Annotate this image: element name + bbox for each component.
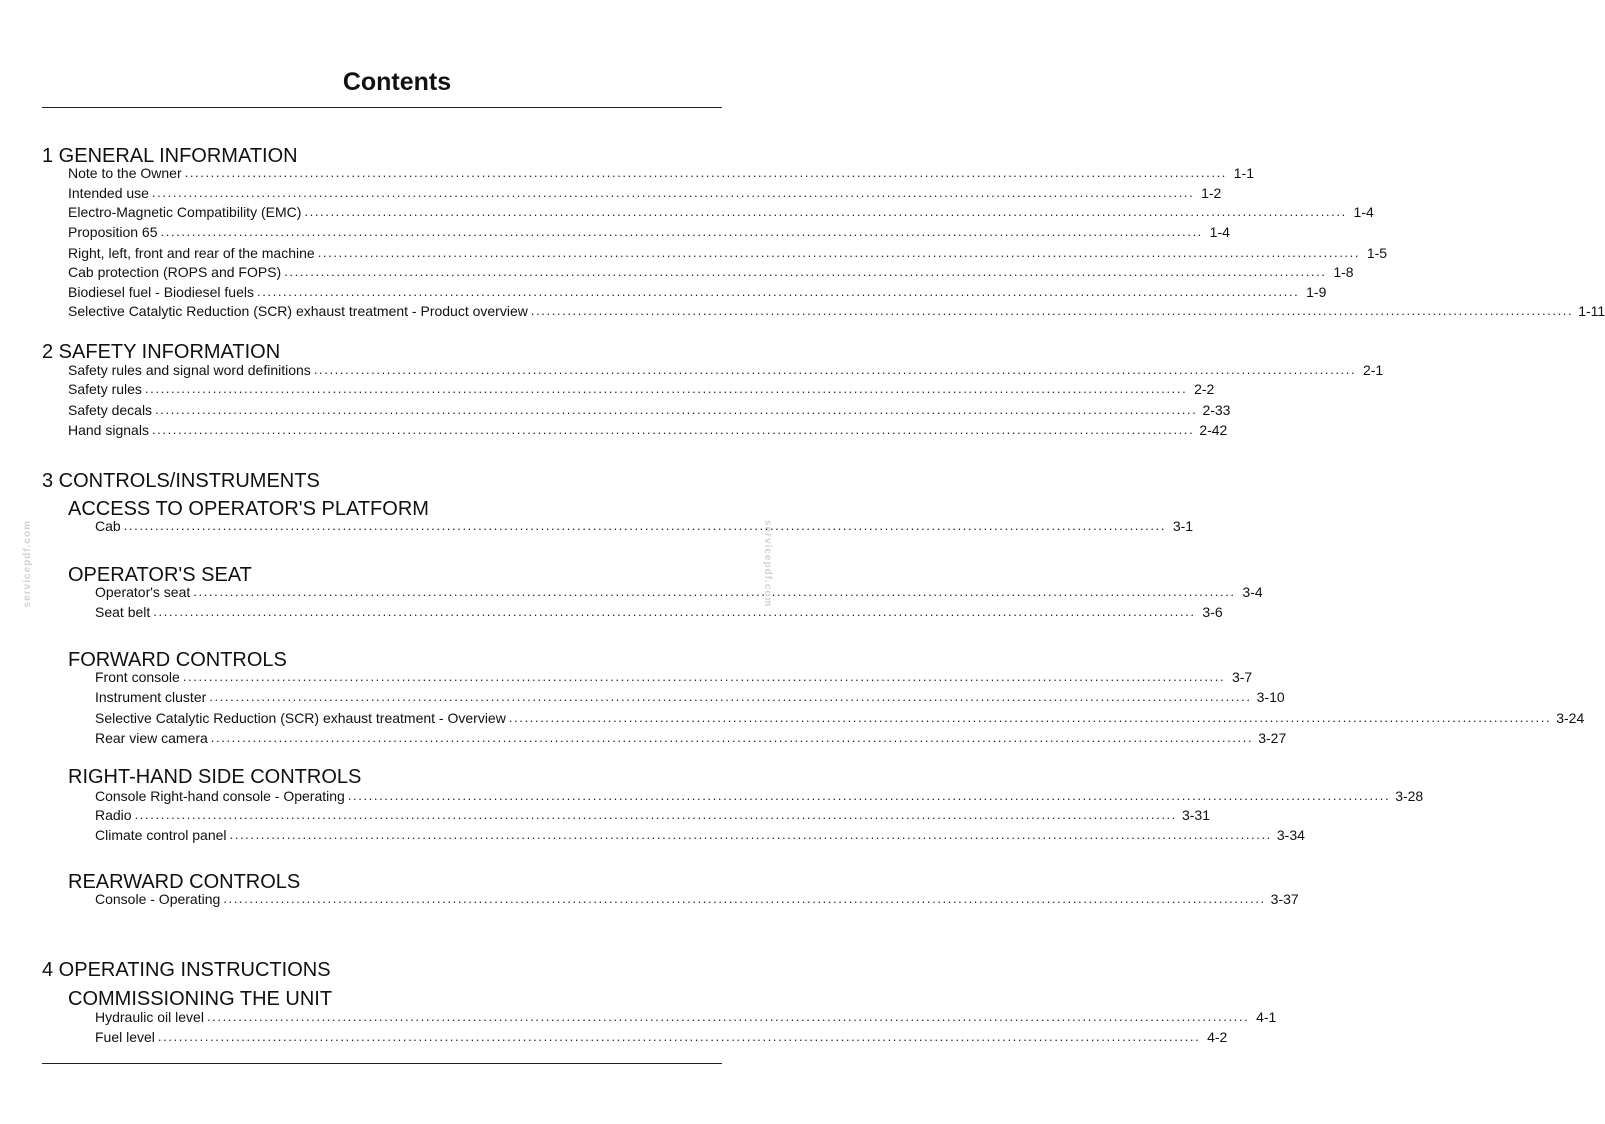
entry-title: Cab protection (ROPS and FOPS) [68, 264, 282, 280]
toc-entry[interactable] [95, 1008, 1277, 1026]
toc-entry[interactable] [95, 583, 1263, 601]
entry-page-number: 3-31 [1181, 807, 1210, 823]
toc-entry[interactable] [68, 361, 1384, 379]
page-title: Contents [342, 68, 452, 96]
entry-title: Console Right-hand console - Operating [95, 788, 345, 804]
toc-entry[interactable] [95, 890, 1299, 908]
entry-page-number: 1-5 [1366, 245, 1388, 261]
dot-leader: ........................................................................................................................................................................................................ [144, 381, 1188, 396]
section-heading: 4 OPERATING INSTRUCTIONS [42, 959, 331, 981]
dot-leader: ........................................................................................................................................................................................................ [304, 204, 1347, 219]
entry-title: Climate control panel [95, 827, 227, 843]
bottom-rule [42, 1063, 722, 1064]
entry-title: Front console [95, 669, 180, 685]
entry-page-number: 1-11 [1578, 303, 1605, 319]
dot-leader: ........................................................................................................................................................................................................ [313, 362, 1357, 377]
dot-leader: ........................................................................................................................................................................................................ [347, 788, 1391, 803]
entry-page-number: 3-37 [1270, 891, 1299, 907]
toc-entry[interactable] [95, 806, 1210, 824]
watermark-right: servicepdf.com [762, 520, 773, 608]
entry-title: Console - Operating [95, 891, 221, 907]
dot-leader: ........................................................................................................................................................................................................ [160, 224, 1203, 239]
dot-leader: ........................................................................................................................................................................................................ [155, 402, 1198, 417]
toc-entry[interactable] [68, 302, 1605, 320]
toc-entry[interactable] [68, 223, 1230, 241]
entry-title: Cab [95, 518, 121, 534]
entry-page-number: 3-4 [1242, 584, 1263, 600]
section-heading: COMMISSIONING THE UNIT [68, 988, 333, 1010]
toc-entry[interactable] [95, 709, 1585, 727]
dot-leader: ........................................................................................................................................................................................................ [123, 518, 1167, 533]
dot-leader: ........................................................................................................................................................................................................ [193, 584, 1236, 599]
entry-page-number: 3-7 [1231, 669, 1253, 685]
entry-page-number: 3-6 [1202, 604, 1223, 620]
entry-title: Safety rules and signal word definitions [68, 362, 311, 378]
dot-leader: ........................................................................................................................................................................................................ [209, 689, 1252, 704]
toc-entry[interactable] [95, 787, 1424, 805]
entry-title: Selective Catalytic Reduction (SCR) exhaust treatment - Product overview [68, 303, 528, 319]
entry-title: Proposition 65 [68, 224, 158, 240]
entry-title: Selective Catalytic Reduction (SCR) exhaust treatment - Overview [95, 710, 506, 726]
entry-title: Operator's seat [95, 584, 191, 600]
toc-entry[interactable] [95, 688, 1285, 706]
dot-leader: ........................................................................................................................................................................................................ [157, 1029, 1201, 1044]
entry-page-number: 1-4 [1353, 204, 1374, 220]
section-heading: 1 GENERAL INFORMATION [42, 145, 298, 167]
entry-title: Radio [95, 807, 132, 823]
toc-entry[interactable] [95, 668, 1253, 686]
dot-leader: ........................................................................................................................................................................................................ [530, 303, 1574, 318]
toc-entry[interactable] [95, 729, 1287, 747]
entry-title: Safety rules [68, 381, 142, 397]
toc-entry[interactable] [68, 184, 1222, 202]
dot-leader: ........................................................................................................................................................................................................ [229, 827, 1272, 842]
dot-leader: ........................................................................................................................................................................................................ [508, 710, 1552, 725]
dot-leader: ........................................................................................................................................................................................................ [184, 165, 1227, 180]
toc-entry[interactable] [68, 164, 1254, 182]
dot-leader: ........................................................................................................................................................................................................ [284, 264, 1327, 279]
entry-page-number: 1-8 [1333, 264, 1354, 280]
toc-entry[interactable] [68, 203, 1374, 221]
entry-page-number: 4-2 [1207, 1029, 1228, 1045]
section-heading: RIGHT-HAND SIDE CONTROLS [68, 766, 362, 788]
dot-leader: ........................................................................................................................................................................................................ [210, 730, 1254, 745]
entry-page-number: 3-34 [1276, 827, 1305, 843]
dot-leader: ........................................................................................................................................................................................................ [151, 185, 1195, 200]
entry-title: Hydraulic oil level [95, 1009, 204, 1025]
section-heading: FORWARD CONTROLS [68, 649, 287, 671]
entry-page-number: 3-24 [1556, 710, 1585, 726]
section-heading: REARWARD CONTROLS [68, 871, 301, 893]
entry-page-number: 3-28 [1395, 788, 1424, 804]
toc-entry[interactable] [95, 1028, 1228, 1046]
entry-title: Instrument cluster [95, 689, 207, 705]
toc-entry[interactable] [68, 380, 1215, 398]
toc-entry[interactable] [68, 401, 1231, 419]
toc-entry[interactable] [95, 826, 1305, 844]
toc-entry[interactable] [95, 603, 1223, 621]
toc-entry[interactable] [95, 517, 1194, 535]
entry-page-number: 1-2 [1201, 185, 1222, 201]
entry-page-number: 2-33 [1202, 402, 1231, 418]
entry-title: Electro-Magnetic Compatibility (EMC) [68, 204, 302, 220]
entry-title: Right, left, front and rear of the machine [68, 245, 315, 261]
toc-entry[interactable] [68, 244, 1388, 262]
dot-leader: ........................................................................................................................................................................................................ [134, 807, 1177, 822]
entry-page-number: 1-1 [1233, 165, 1254, 181]
entry-title: Note to the Owner [68, 165, 182, 181]
watermark-left: servicepdf.com [22, 520, 33, 608]
dot-leader: ........................................................................................................................................................................................................ [153, 604, 1196, 619]
section-heading: OPERATOR'S SEAT [68, 564, 252, 586]
entry-title: Rear view camera [95, 730, 208, 746]
entry-title: Intended use [68, 185, 149, 201]
section-heading: 3 CONTROLS/INSTRUMENTS [42, 470, 320, 492]
entry-title: Safety decals [68, 402, 153, 418]
entry-title: Seat belt [95, 604, 151, 620]
entry-page-number: 3-1 [1172, 518, 1194, 534]
dot-leader: ........................................................................................................................................................................................................ [317, 245, 1361, 260]
toc-entry[interactable] [68, 283, 1327, 301]
entry-title: Fuel level [95, 1029, 155, 1045]
entry-page-number: 2-42 [1199, 422, 1228, 438]
entry-title: Biodiesel fuel - Biodiesel fuels [68, 284, 254, 300]
entry-page-number: 1-9 [1306, 284, 1327, 300]
entry-page-number: 2-2 [1194, 381, 1215, 397]
entry-page-number: 3-27 [1258, 730, 1287, 746]
section-heading: 2 SAFETY INFORMATION [42, 341, 281, 363]
section-heading: ACCESS TO OPERATOR'S PLATFORM [68, 498, 429, 520]
dot-leader: ........................................................................................................................................................................................................ [206, 1009, 1250, 1024]
dot-leader: ........................................................................................................................................................................................................ [182, 669, 1226, 684]
entry-title: Hand signals [68, 422, 149, 438]
entry-page-number: 1-4 [1209, 224, 1230, 240]
dot-leader: ........................................................................................................................................................................................................ [257, 284, 1300, 299]
dot-leader: ........................................................................................................................................................................................................ [223, 891, 1266, 906]
entry-page-number: 4-1 [1256, 1009, 1277, 1025]
dot-leader: ........................................................................................................................................................................................................ [151, 422, 1195, 437]
entry-page-number: 3-10 [1256, 689, 1285, 705]
entry-page-number: 2-1 [1362, 362, 1384, 378]
toc-entry[interactable] [68, 263, 1354, 281]
toc-entry[interactable] [68, 421, 1228, 439]
